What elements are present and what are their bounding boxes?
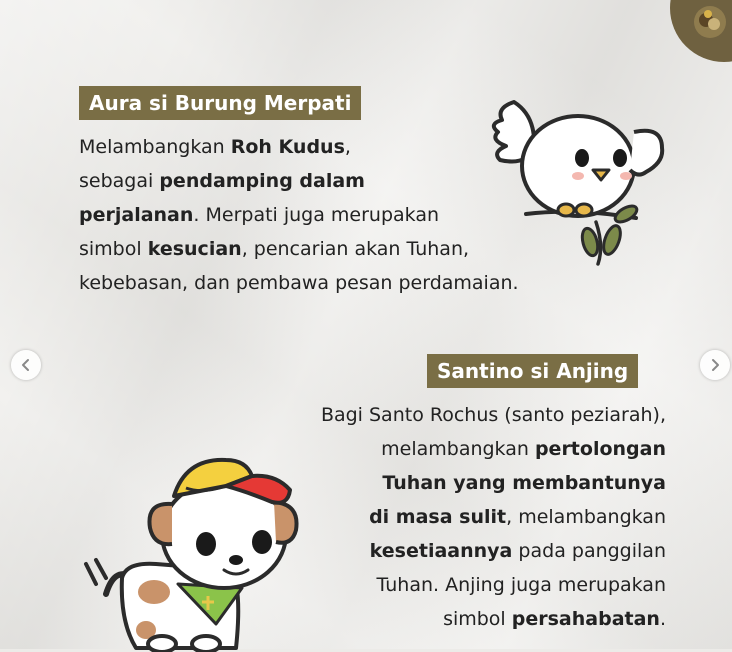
text-segment: , melambangkan [506,506,666,528]
bold-text: pendamping dalam [159,170,365,192]
text-segment: melambangkan [381,438,535,460]
dog-illustration [76,452,306,652]
bold-text: kesetiaannya [369,540,513,562]
text-line [246,398,666,432]
section-title-dove: Aura si Burung Merpati [79,86,361,120]
text-line [246,602,666,636]
dog-description [246,398,666,636]
bold-text: pertolongan [534,438,666,460]
section-title-dog: Santino si Anjing [427,354,638,388]
bold-text: di masa sulit [369,506,507,528]
text-segment: sebagai [79,170,160,192]
text-line [246,432,666,466]
text-segment: simbol [79,238,148,260]
text-segment: pada panggilan [512,540,666,562]
carousel-prev-button[interactable] [11,350,41,380]
chevron-right-icon [708,358,722,372]
text-segment: Melambangkan [79,136,231,158]
text-segment: kebebasan, dan pembawa pesan perdamaian. [79,272,519,294]
text-segment: Bagi Santo Rochus (santo peziarah), [320,404,666,426]
bold-text: persahabatan [511,608,660,630]
bold-text: perjalanan [79,204,194,226]
chevron-left-icon [19,358,33,372]
text-segment: , pencarian akan Tuhan, [241,238,470,260]
bold-text: Roh Kudus [230,136,345,158]
text-line [79,266,599,300]
mascot-icon [692,4,728,40]
carousel-next-button[interactable] [700,350,730,380]
text-segment: Tuhan. Anjing juga merupakan [376,574,666,596]
text-line [246,466,666,500]
bold-text: Tuhan yang membantunya [382,472,666,494]
text-segment: . [659,608,666,630]
text-line [246,568,666,602]
text-segment: , [344,136,351,158]
dove-illustration [486,96,668,268]
text-segment: simbol [443,608,512,630]
text-line [246,500,666,534]
text-line [246,534,666,568]
text-segment: . Merpati juga merupakan [193,204,440,226]
bold-text: kesucian [147,238,242,260]
